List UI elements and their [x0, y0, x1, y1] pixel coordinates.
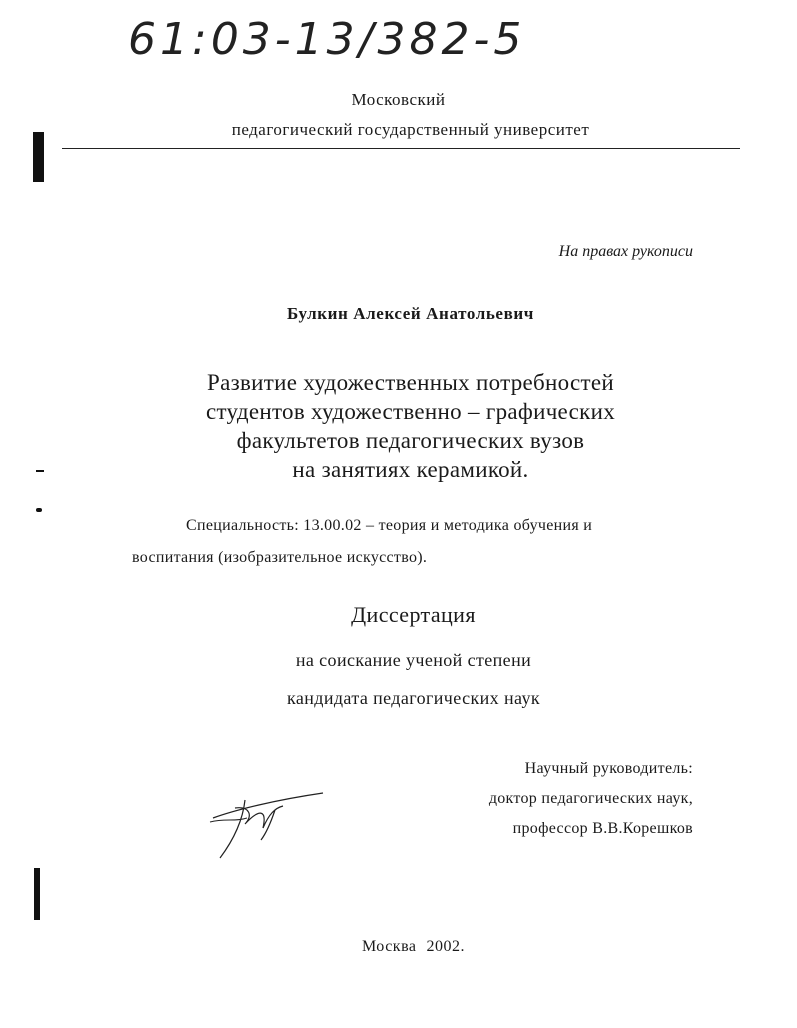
degree-line-1: на соискание ученой степени [295, 650, 532, 670]
supervisor-degree: доктор педагогических наук, [488, 790, 693, 807]
degree-line-2: кандидата педагогических наук [286, 688, 541, 708]
institution-line-1: Московский [351, 90, 446, 109]
city-year [15, 938, 797, 956]
specialty-line-2: воспитания (изобразительное искусство). [132, 549, 428, 566]
supervisor-label: Научный руководитель: [524, 760, 693, 777]
scan-margin-mark [36, 508, 42, 512]
title-line: студентов художественно – графических [205, 399, 616, 424]
document-type: Диссертация [351, 602, 476, 627]
supervisor-name: профессор В.В.Корешков [512, 820, 693, 837]
dissertation-title [12, 368, 797, 484]
institution-line-2: педагогический государственный университет [231, 120, 590, 139]
city: Москва [361, 938, 417, 955]
specialty [132, 510, 712, 574]
year: 2002. [426, 938, 466, 955]
manuscript-note: На правах рукописи [558, 243, 693, 260]
specialty-line-1: Специальность: 13.00.02 – теория и методика обучения и [186, 517, 593, 534]
title-line: Развитие художественных потребностей [207, 370, 614, 395]
scan-margin-mark [34, 868, 40, 920]
title-line: факультетов педагогических вузов [236, 428, 585, 453]
handwritten-code: 61:03-13/382-5 [128, 14, 526, 65]
signature [205, 788, 330, 863]
supervisor-block [440, 754, 693, 844]
author-name: Булкин Алексей Анатольевич [287, 304, 534, 323]
header-divider [62, 148, 740, 149]
title-line: на занятиях керамикой. [292, 457, 529, 482]
